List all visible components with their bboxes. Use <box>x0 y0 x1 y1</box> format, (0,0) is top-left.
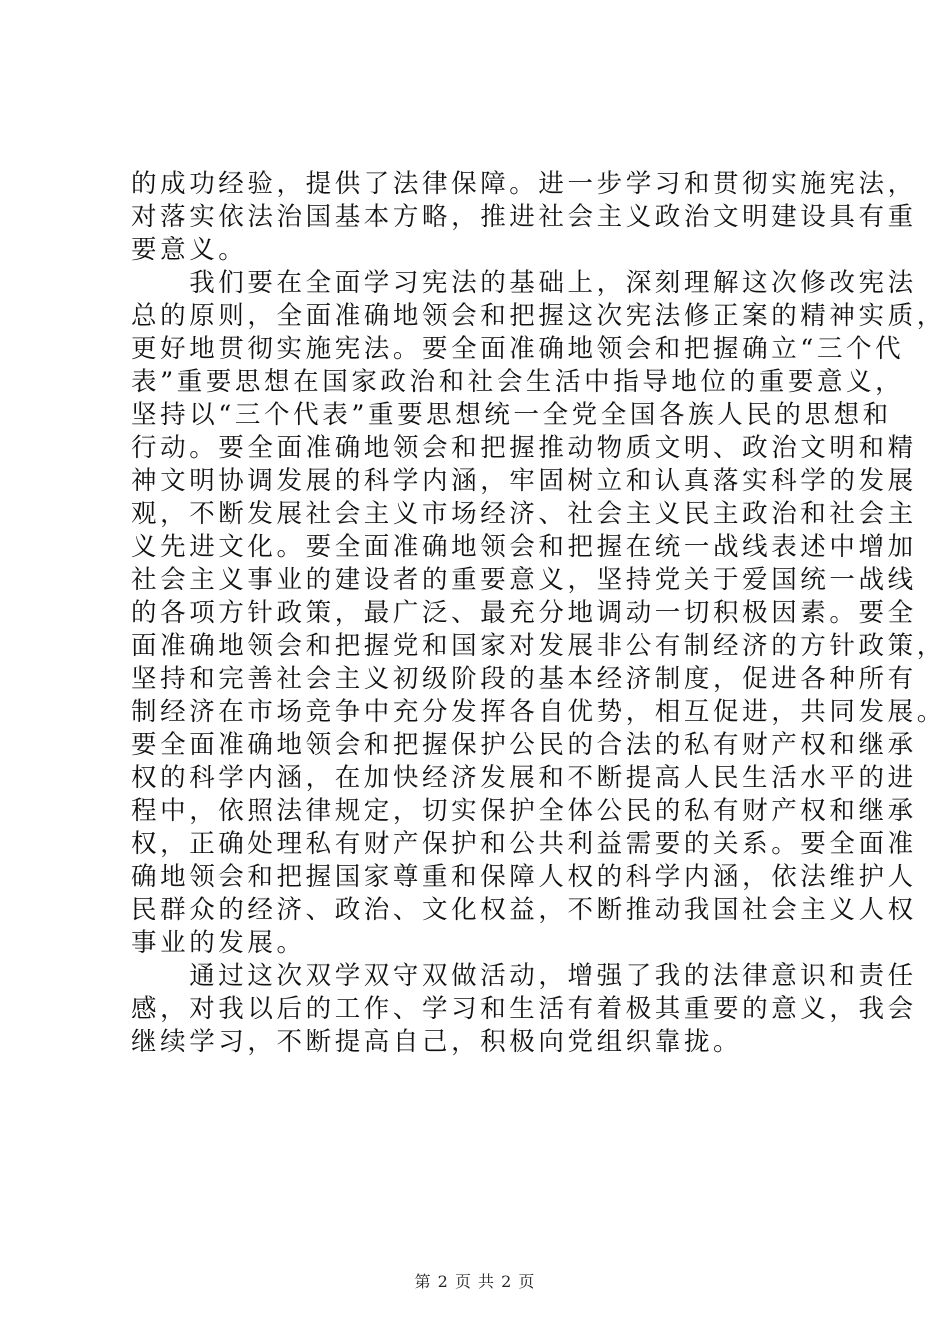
text-line: 表”重要思想在国家政治和社会生活中指导地位的重要意义， <box>131 367 905 397</box>
text-line: 权，正确处理私有财产保护和公共利益需要的关系。要全面准 <box>131 829 917 859</box>
text-line: 社会主义事业的建设者的重要意义，坚持党关于爱国统一战线 <box>131 565 917 595</box>
text-line: 的各项方针政策，最广泛、最充分地调动一切积极因素。要全 <box>131 598 917 628</box>
text-line: 对落实依法治国基本方略，推进社会主义政治文明建设具有重 <box>131 202 917 232</box>
text-line: 神文明协调发展的科学内涵，牢固树立和认真落实科学的发展 <box>131 466 917 496</box>
text-line: 程中，依照法律规定，切实保护全体公民的私有财产权和继承 <box>131 796 917 826</box>
text-line: 制经济在市场竞争中充分发挥各自优势，相互促进，共同发展。 <box>131 697 946 727</box>
text-line: 我们要在全面学习宪法的基础上，深刻理解这次修改宪法 <box>131 268 917 298</box>
text-line: 通过这次双学双守双做活动，增强了我的法律意识和责任 <box>131 961 917 991</box>
page-number-footer: 第 2 页 共 2 页 <box>414 1272 536 1291</box>
text-line: 要全面准确地领会和把握保护公民的合法的私有财产权和继承 <box>131 730 917 760</box>
text-line: 要意义。 <box>131 235 248 265</box>
text-line: 义先进文化。要全面准确地领会和把握在统一战线表述中增加 <box>131 532 917 562</box>
text-line: 确地领会和把握国家尊重和保障人权的科学内涵，依法维护人 <box>131 862 917 892</box>
text-line: 更好地贯彻实施宪法。要全面准确地领会和把握确立“三个代 <box>131 334 905 364</box>
text-line: 权的科学内涵，在加快经济发展和不断提高人民生活水平的进 <box>131 763 917 793</box>
document-body <box>131 168 946 1059</box>
text-line: 的成功经验，提供了法律保障。进一步学习和贯彻实施宪法， <box>131 169 917 199</box>
text-line: 事业的发展。 <box>131 928 306 958</box>
text-line: 观，不断发展社会主义市场经济、社会主义民主政治和社会主 <box>131 499 917 529</box>
text-line: 总的原则，全面准确地领会和把握这次宪法修正案的精神实质， <box>131 301 946 331</box>
text-line: 坚持以“三个代表”重要思想统一全党全国各族人民的思想和 <box>131 400 892 430</box>
text-line: 坚持和完善社会主义初级阶段的基本经济制度，促进各种所有 <box>131 664 917 694</box>
text-line: 感，对我以后的工作、学习和生活有着极其重要的意义，我会 <box>131 994 917 1024</box>
text-line: 行动。要全面准确地领会和把握推动物质文明、政治文明和精 <box>131 433 917 463</box>
text-line: 民群众的经济、政治、文化权益，不断推动我国社会主义人权 <box>131 895 917 925</box>
text-line: 继续学习，不断提高自己，积极向党组织靠拢。 <box>131 1027 743 1057</box>
text-line: 面准确地领会和把握党和国家对发展非公有制经济的方针政策， <box>131 631 946 661</box>
